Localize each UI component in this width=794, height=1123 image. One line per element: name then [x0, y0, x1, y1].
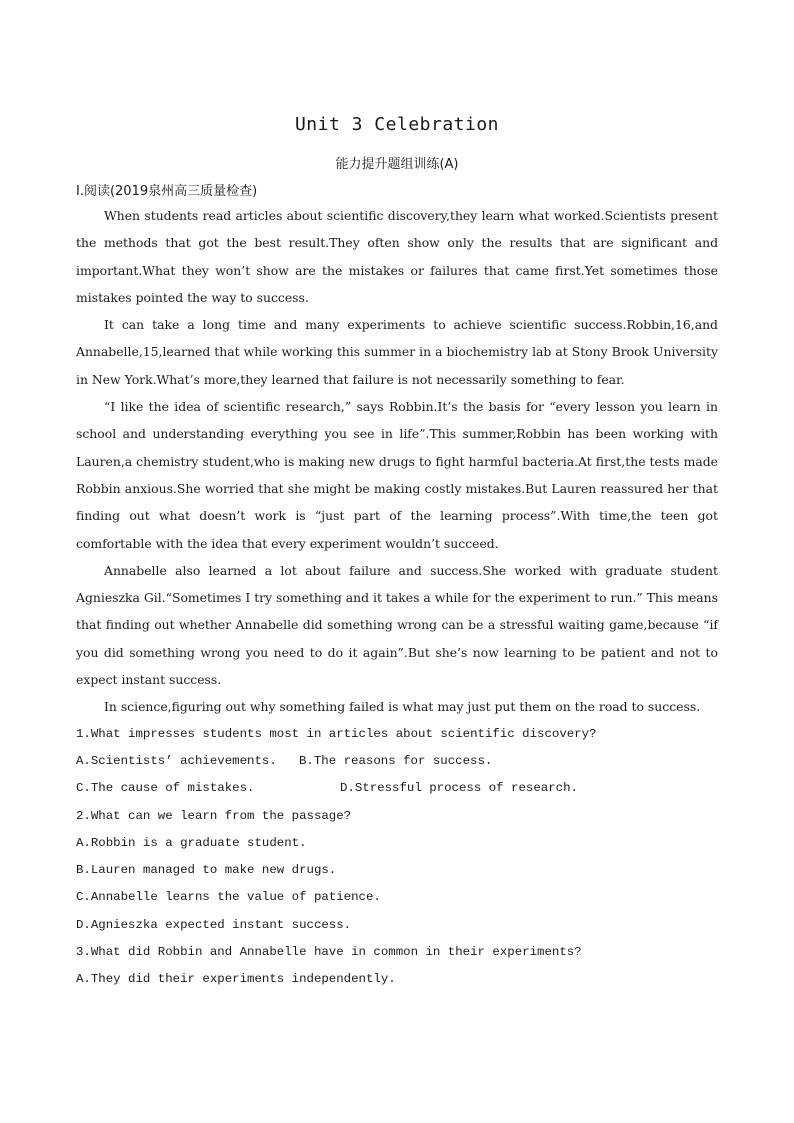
passage-paragraph-2: It can take a long time and many experiments to achieve scientific success.Robbin,16,and Annabelle,15,learned that while working this summer in a biochemistry lab at Stony Brook University in New York.What’s more,they learned that failure is not necessarily something to fear.	[76, 317, 718, 387]
option-c: C.Annabelle learns the value of patience.	[76, 890, 381, 905]
option-b: B.The reasons for success.	[299, 753, 493, 768]
option-a: A.Robbin is a graduate student.	[76, 835, 307, 850]
option-a: A.Scientists’ achievements.	[76, 753, 277, 768]
page-subtitle: 能力提升题组训练(A)	[335, 157, 459, 172]
option-a: A.They did their experiments independently.	[76, 972, 396, 987]
question-3	[76, 939, 718, 994]
question-1	[76, 721, 718, 803]
document-body	[76, 202, 718, 994]
passage-paragraph-4: Annabelle also learned a lot about failure and success.She worked with graduate student Agnieszka Gil.“Sometimes I try something and it takes a while for the experiment to run.” This means that finding out whether Annabelle did something wrong can be a stressful waiting game,because “if you did something wrong you need to do it again”.But she’s now learning to be patient and not to expect instant success.	[76, 562, 718, 688]
passage-paragraph-3: “I like the idea of scientific research,” says Robbin.It’s the basis for “every lesson you learn in school and understanding everything you see in life”.This summer,Robbin has been working with Lauren,a chemistry student,who is making new drugs to fight harmful bacteria.At first,the tests made Robbin anxious.She worried that she might be making costly mistakes.But Lauren reassured her that finding out what doesn’t work is “just part of the learning process”.With time,the teen got comfortable with the idea that every experiment wouldn’t succeed.	[76, 399, 718, 551]
page-title: Unit 3 Celebration	[294, 114, 500, 135]
question-stem: 3.What did Robbin and Annabelle have in common in their experiments?	[76, 945, 582, 960]
option-c: C.The cause of mistakes.	[76, 781, 255, 796]
options-row	[76, 775, 718, 802]
question-2	[76, 803, 718, 939]
passage-paragraph-5: In science,figuring out why something failed is what may just put them on the road to success.	[104, 699, 701, 715]
section-heading: Ⅰ.阅读(2019泉州高三质量检查)	[76, 184, 258, 199]
question-stem: 1.What impresses students most in articles about scientific discovery?	[76, 726, 597, 741]
question-stem: 2.What can we learn from the passage?	[76, 808, 352, 823]
passage-paragraph-1: When students read articles about scientific discovery,they learn what worked.Scientists present the methods that got the best result.They often show only the results that are significant and important.What they won’t show are the mistakes or failures that came first.Yet sometimes those mistakes pointed the way to success.	[76, 208, 718, 305]
option-d: D.Stressful process of research.	[340, 781, 578, 796]
options-row	[76, 748, 718, 775]
option-b: B.Lauren managed to make new drugs.	[76, 863, 337, 878]
option-d: D.Agnieszka expected instant success.	[76, 917, 352, 932]
